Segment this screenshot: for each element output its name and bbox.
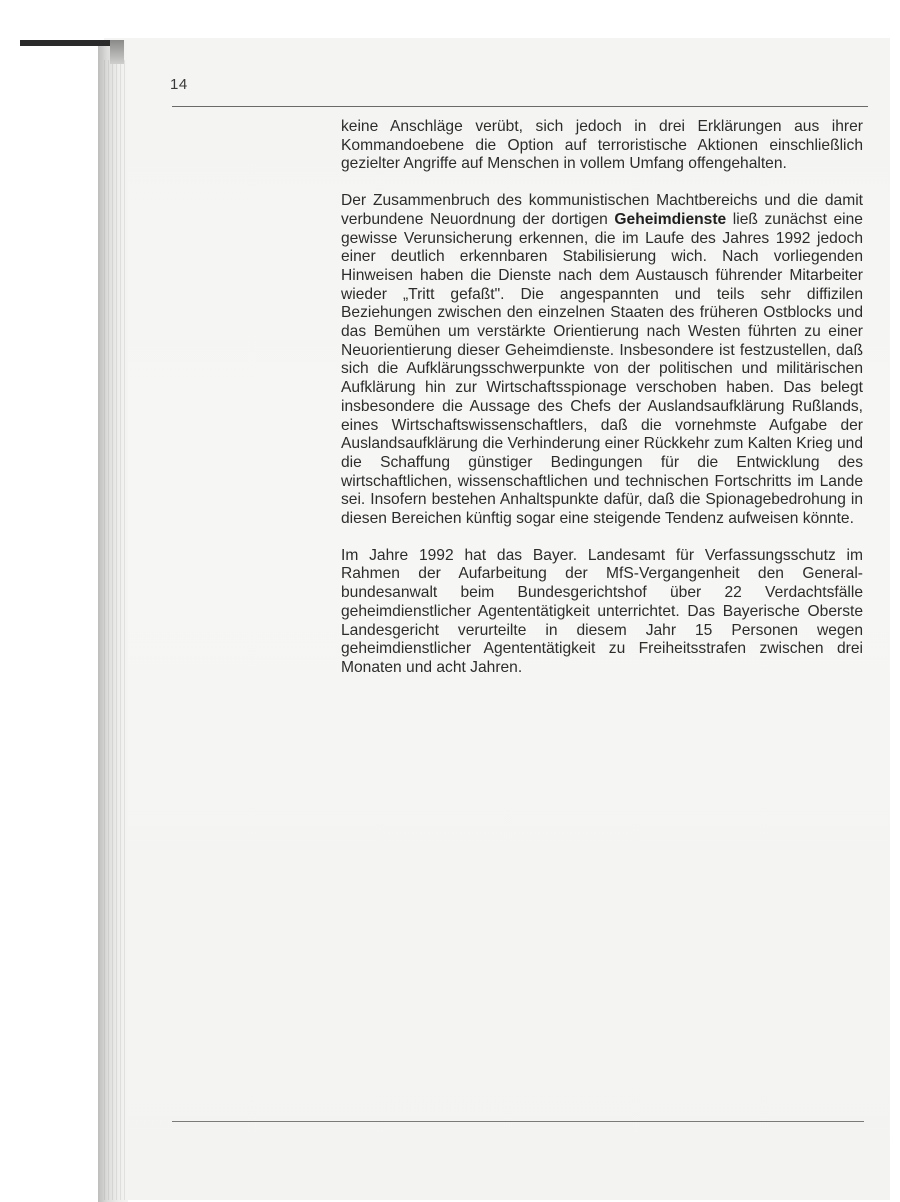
paragraph-3: Im Jahre 1992 hat das Bayer. Landesamt für Verfassungsschutz im Rahmen der Aufarbeitung der MfS-Vergangenheit den Generalbundesanwalt beim Bundesgerichtshof über 22 Verdachtsfälle geheimdienstlicher Agententätigkeit unterrichtet. Das Bayerische Oberste Landesgericht verurteilte in diesem Jahr 15 Personen wegen geheimdienstlicher Agententätigkeit zu Freiheitsstrafen zwischen drei Monaten und acht Jahren. bbox=[341, 546, 863, 676]
scan-edge-mark bbox=[20, 40, 112, 46]
paragraph-2-text-end: ließ zunächst eine gewisse Verunsicherung erkennen, die im Laufe des Jahres 1992 jedoch einer deutlich erkennbaren Stabilisierung wich. Nach vorliegenden Hinweisen haben die Dienste nach dem Austausch führender Mitarbeiter wieder „Tritt gefaßt". Die angespannten und teils sehr diffizilen Beziehungen zwischen den einzelnen Staaten des früheren Ostblocks und das Bemühen um verstärkte Orientierung nach Westen führten zu einer Neuorientierung dieser Geheimdienste. Insbesondere ist festzustellen, daß sich die Aufklärungsschwerpunkte von der politischen und militärischen Aufklärung hin zur Wirtschaftsspionage verschoben haben. Das belegt insbesondere die Aussage des Chefs der Auslandsaufklärung Rußlands, eines Wirtschaftswissenschaftlers, daß die vornehmste Aufgabe der Auslandsaufklärung die Verhinderung einer Rückkehr zum Kalten Krieg und die Schaffung günstiger Bedingungen für die Entwicklung des wirtschaftlichen, wissenschaftlichen und technischen Fortschritts im Lande sei. Insofern bestehen Anhaltspunkte dafür, daß die Spionagebedrohung in diesen Bereichen künftig sogar eine steigende Tendenz aufweisen könnte. bbox=[341, 210, 863, 528]
header-rule bbox=[172, 106, 868, 107]
keyword-geheimdienste: Geheimdienste bbox=[614, 210, 727, 228]
paragraph-2-text-start: Der Zusammenbruch des kommunistischen Machtbereichs und die damit verbundene Neuordnung der dortigen bbox=[341, 192, 863, 228]
paragraph-1: keine Anschläge verübt, sich jedoch in drei Erklärungen aus ihrer Kommandoebene die Option auf terroristische Aktionen einschließlich gezielter Angriffe auf Menschen in vollem Umfang offengehalten. bbox=[341, 118, 863, 173]
body-text bbox=[341, 118, 863, 696]
page-number: 14 bbox=[170, 76, 188, 93]
binding-edge bbox=[104, 60, 126, 1200]
paragraph-2 bbox=[341, 192, 863, 529]
footer-rule bbox=[172, 1121, 864, 1122]
scan-edge-shadow bbox=[110, 40, 124, 64]
